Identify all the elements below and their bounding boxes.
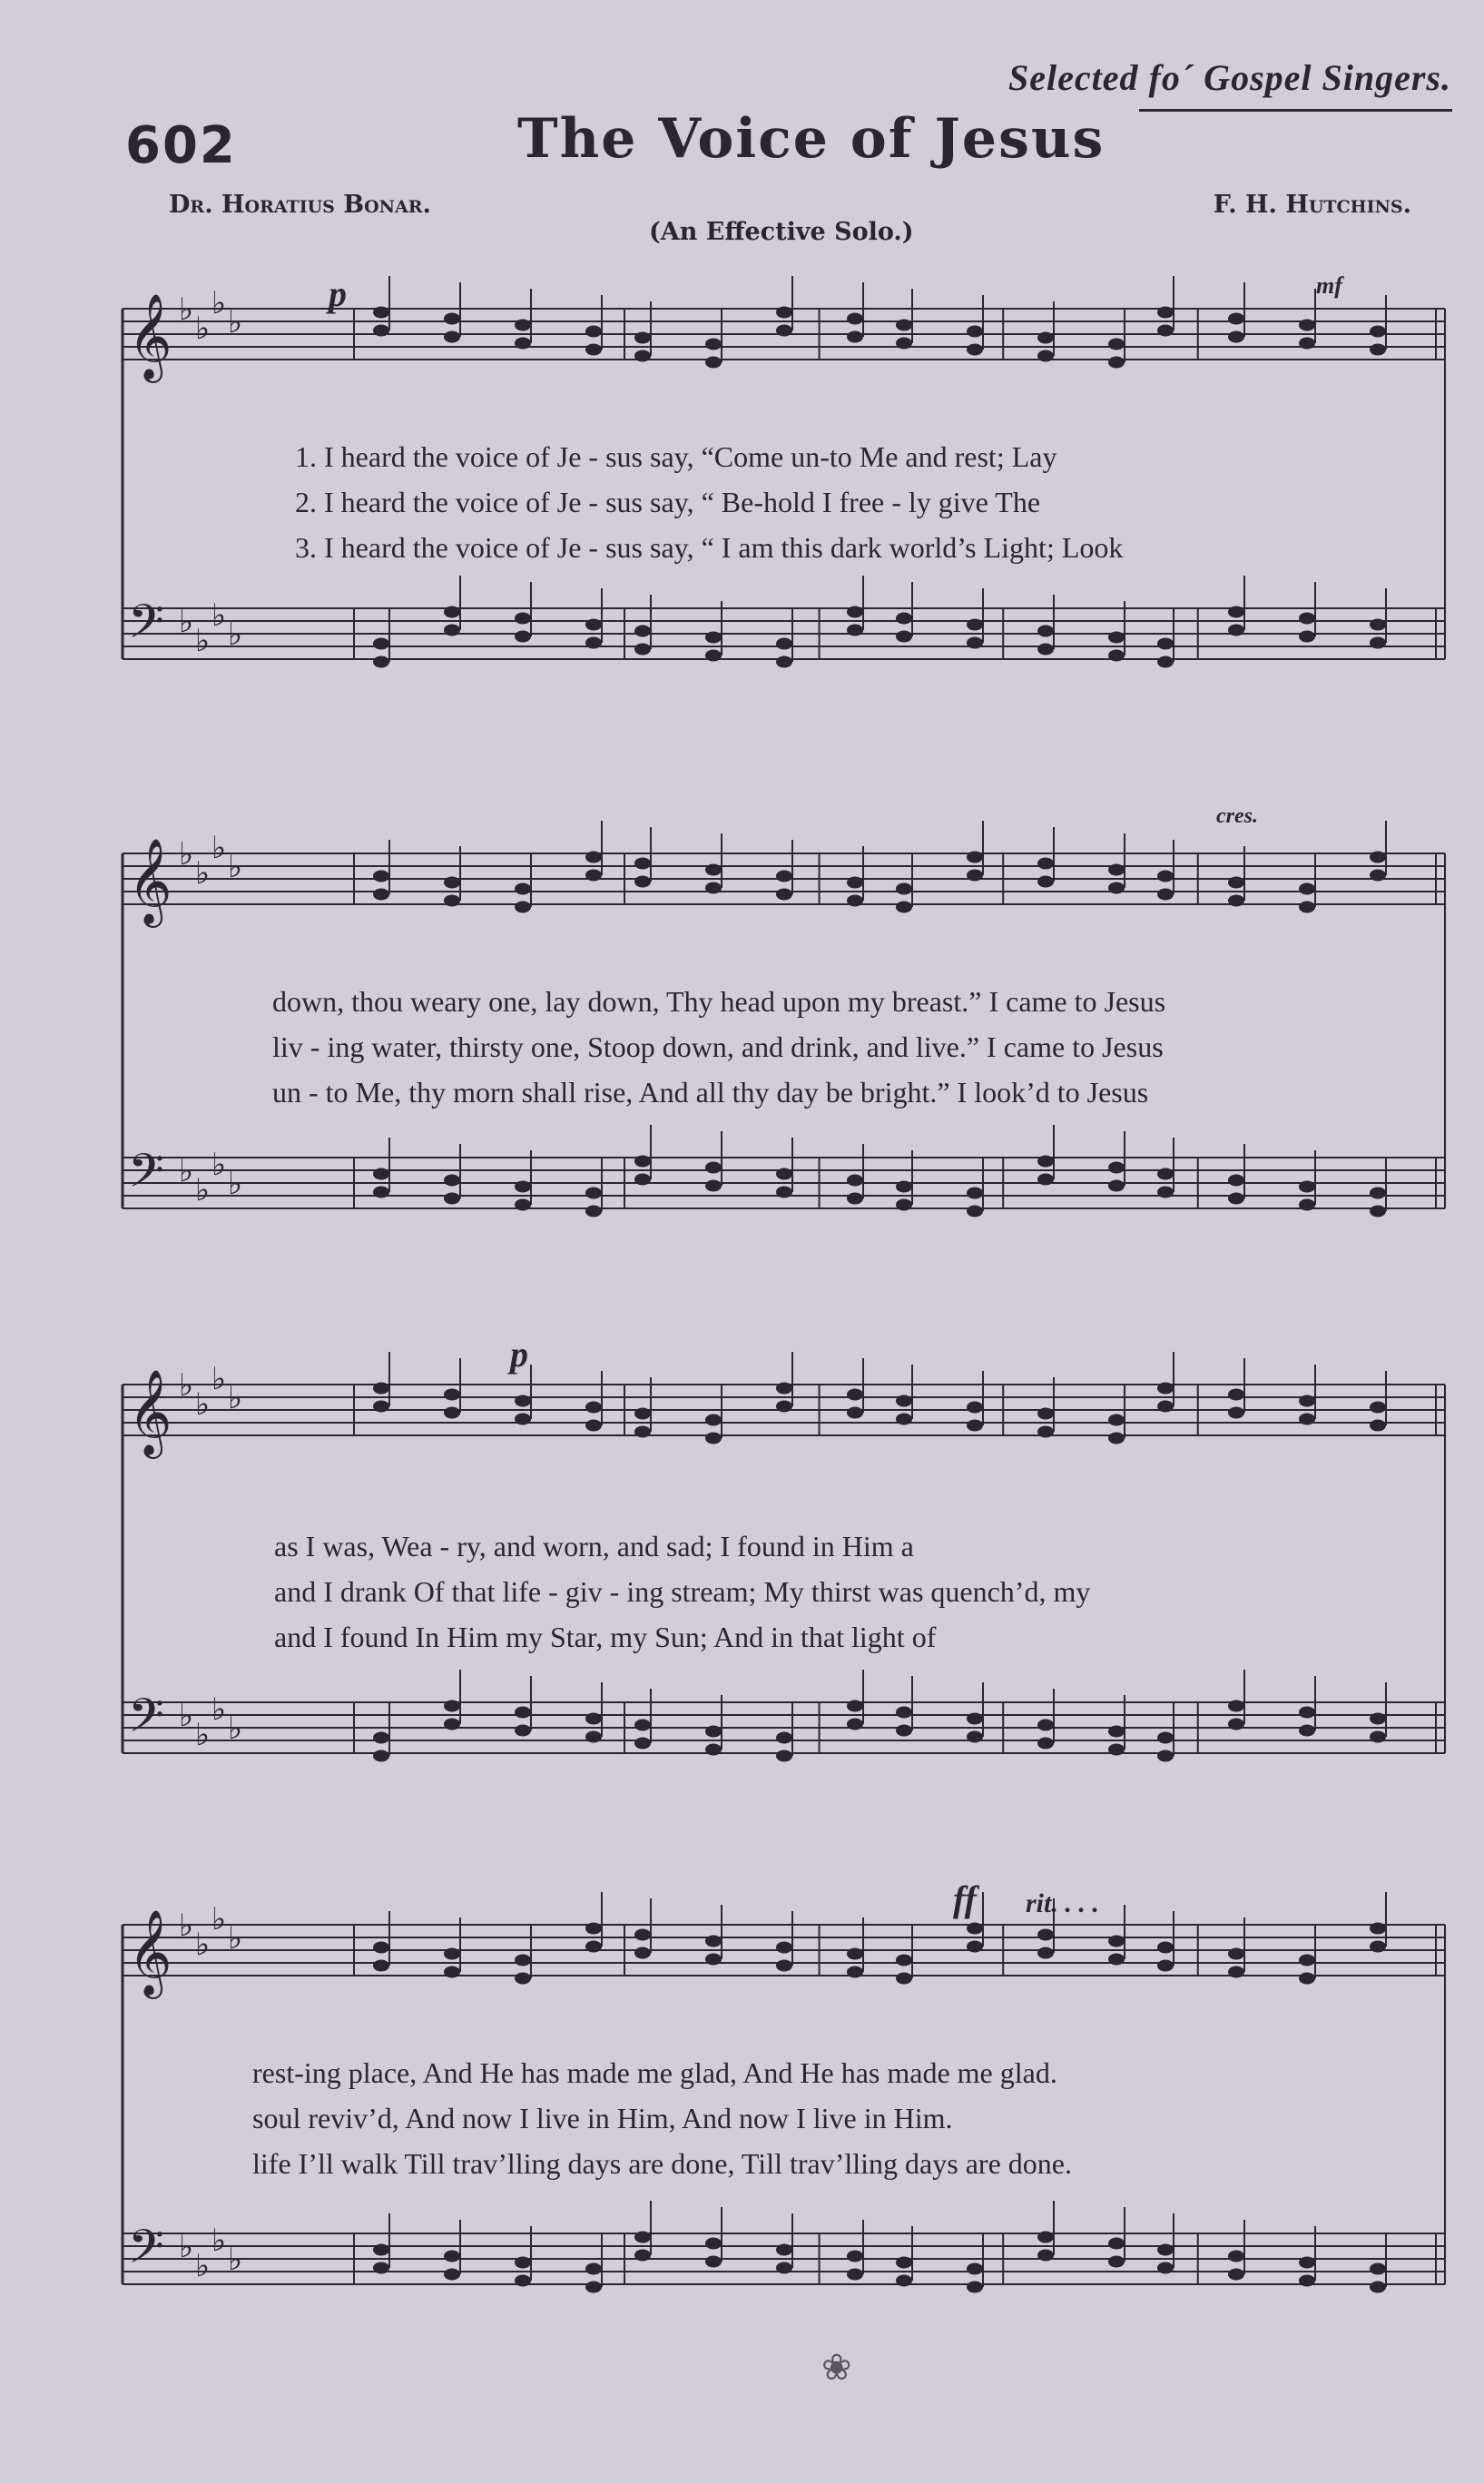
lyric-line-verse-2: liv - ing water, thirsty one, Stoop down, and drink, and live.” I came to Jesus [272,1030,1164,1063]
dynamic-piano: p [329,273,347,314]
flat-icon: ♭ [228,2242,243,2278]
treble-clef-icon: 𝄞 [128,1369,172,1455]
flat-icon: ♭ [179,291,194,328]
bass-staff [123,2201,1445,2293]
lyric-line-verse-2: and I drank Of that life - giv - ing stream; My thirst was quench’d, my [274,1575,1091,1608]
subtitle: (An Effective Solo.) [649,218,914,246]
bass-clef-icon: 𝄢 [128,1688,164,1754]
bass-staff [123,576,1445,668]
flat-icon: ♭ [179,1367,194,1404]
lyric-line-verse-1: 1. I heard the voice of Je - sus say, “Come un-to Me and rest; Lay [295,440,1057,473]
ritardando-marking: rit. . . . [1026,1888,1099,1918]
flat-icon: ♭ [228,1166,243,1202]
flat-icon: ♭ [195,2248,211,2284]
page-ornament-icon: ❀ [821,2347,852,2389]
flat-icon: ♭ [179,1907,194,1944]
flat-icon: ♭ [228,304,243,340]
bass-staff [123,1670,1445,1762]
music-system-4 [0,1870,1484,2361]
bass-clef-icon: 𝄢 [128,2219,164,2285]
flat-icon: ♭ [179,1153,194,1189]
music-system-1 [0,272,1484,763]
treble-staff [123,276,1445,383]
flat-icon: ♭ [211,1901,227,1937]
hymn-number: 602 [125,116,237,175]
flat-icon: ♭ [179,1698,194,1734]
flat-icon: ♭ [228,616,243,653]
music-system-2 [0,799,1484,1289]
collection-title: Selected fo´ Gospel Singers. [1008,57,1451,98]
hymn-title: The Voice of Jesus [517,107,1106,171]
treble-staff [123,821,1445,928]
lyric-line-verse-2: soul reviv’d, And now I live in Him, And now I live in Him. [252,2102,953,2134]
flat-icon: ♭ [228,849,243,885]
flat-icon: ♭ [228,1920,243,1957]
flat-icon: ♭ [211,830,227,866]
treble-staff [123,1352,1445,1459]
flat-icon: ♭ [179,836,194,872]
flat-icon: ♭ [179,2229,194,2265]
lyric-line-verse-2: 2. I heard the voice of Je - sus say, “ Be-hold I free - ly give The [295,486,1041,518]
composer: F. H. Hutchins. [1213,191,1411,219]
flat-icon: ♭ [211,1691,227,1728]
flat-icon: ♭ [179,604,194,640]
lyric-line-verse-3: and I found In Him my Star, my Sun; And in that light of [274,1621,937,1653]
lyric-line-verse-3: un - to Me, thy morn shall rise, And all thy day be bright.” I look’d to Jesus [272,1076,1149,1109]
dynamic-crescendo: cres. [1216,804,1258,828]
treble-clef-icon: 𝄞 [128,838,172,924]
flat-icon: ♭ [211,2223,227,2259]
flat-icon: ♭ [195,1172,211,1208]
author: Dr. Horatius Bonar. [169,191,431,219]
flat-icon: ♭ [228,1710,243,1747]
lyric-line-verse-1: rest-ing place, And He has made me glad, And He has made me glad. [252,2056,1057,2089]
header-rule [1139,109,1452,112]
dynamic-piano: p [510,1334,528,1375]
flat-icon: ♭ [211,1147,227,1183]
lyric-line-verse-3: 3. I heard the voice of Je - sus say, “ I am this dark world’s Light; Look [295,531,1124,564]
lyric-line-verse-1: as I was, Wea - ry, and worn, and sad; I found in Him a [274,1530,914,1562]
bass-staff [123,1125,1445,1217]
flat-icon: ♭ [195,1927,211,1963]
dynamic-fortissimo: ff [953,1878,977,1919]
flat-icon: ♭ [195,623,211,659]
lyric-line-verse-1: down, thou weary one, lay down, Thy head upon my breast.” I came to Jesus [272,985,1166,1018]
flat-icon: ♭ [195,1717,211,1753]
treble-clef-icon: 𝄞 [128,1909,172,1996]
treble-clef-icon: 𝄞 [128,293,172,380]
flat-icon: ♭ [211,1361,227,1397]
flat-icon: ♭ [211,285,227,321]
flat-icon: ♭ [228,1380,243,1416]
treble-staff [123,1892,1445,1999]
flat-icon: ♭ [195,310,211,347]
lyric-line-verse-3: life I’ll walk Till trav’lling days are done, Till trav’lling days are done. [252,2147,1072,2180]
flat-icon: ♭ [195,855,211,892]
flat-icon: ♭ [211,597,227,634]
music-system-3 [0,1335,1484,1825]
flat-icon: ♭ [195,1386,211,1423]
bass-clef-icon: 𝄢 [128,1143,164,1209]
dynamic-mezzo-forte: mf [1316,272,1342,299]
bass-clef-icon: 𝄢 [128,594,164,660]
